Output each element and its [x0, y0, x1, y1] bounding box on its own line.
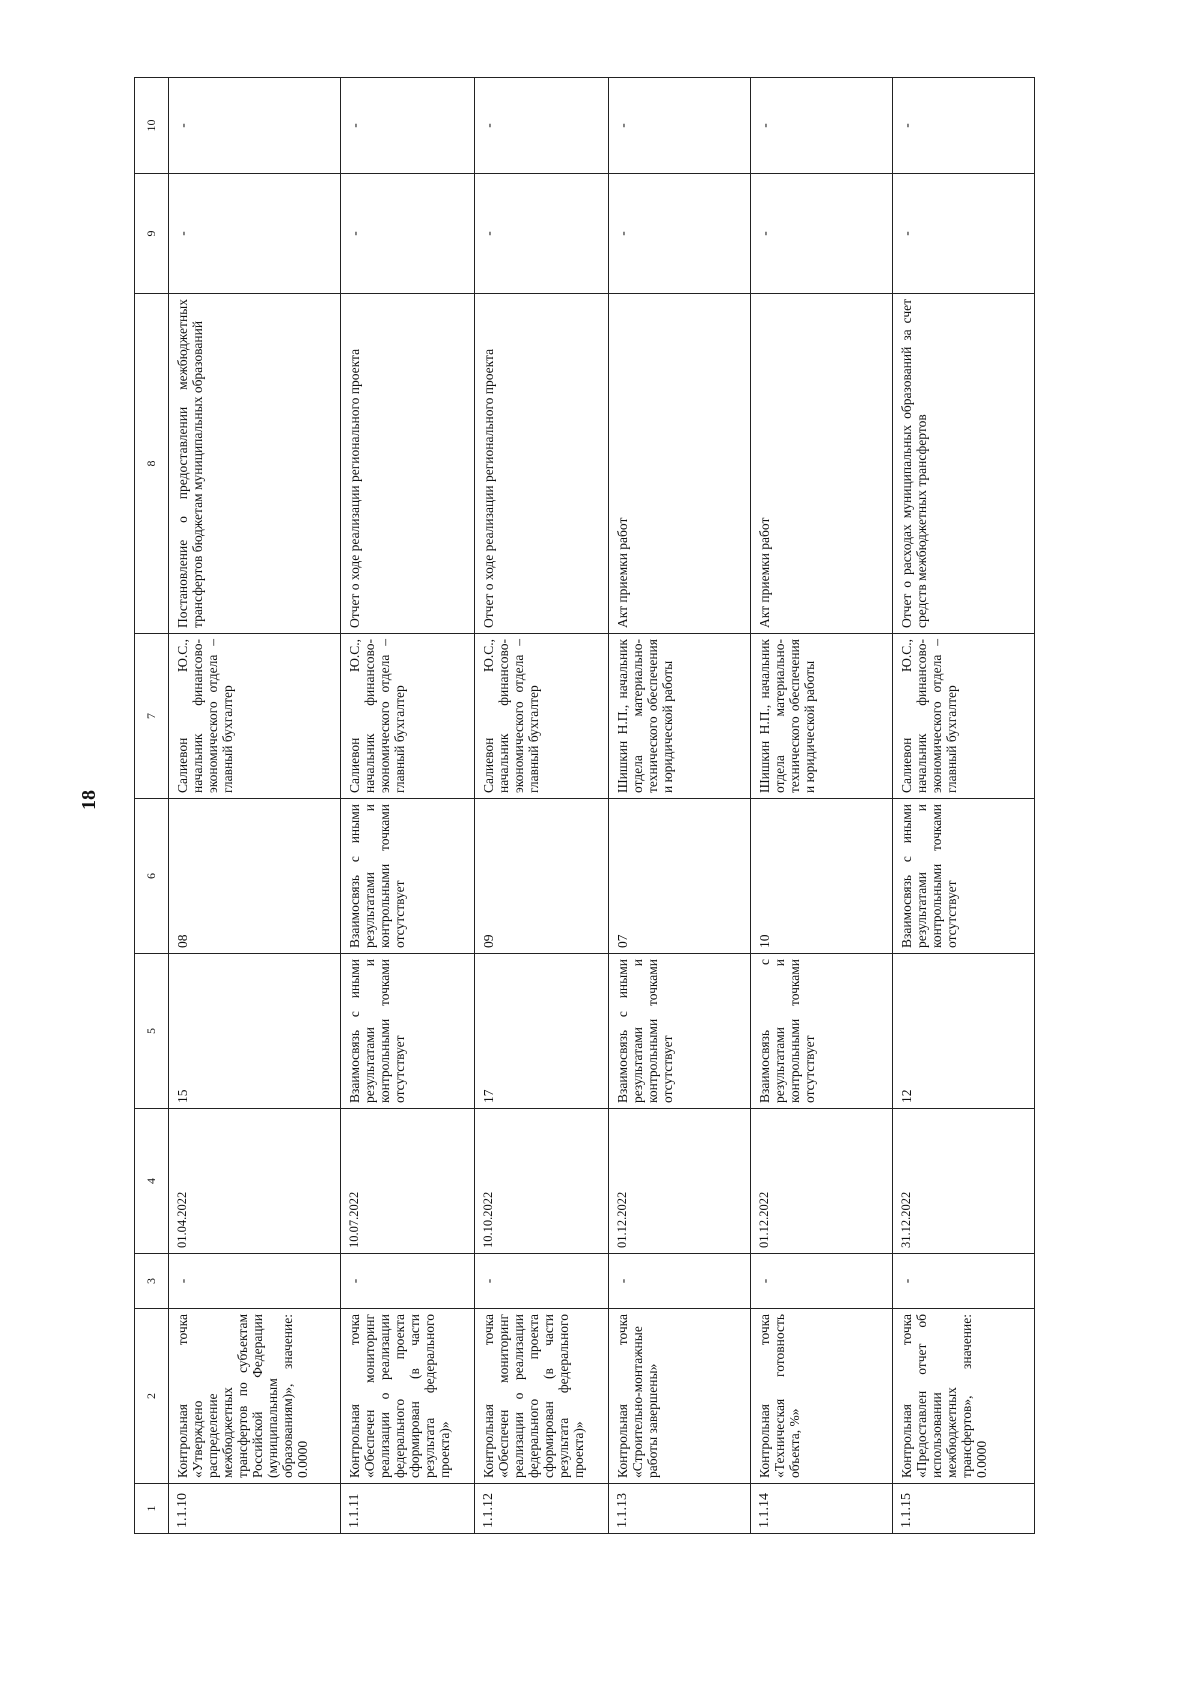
cell-col-10: -: [475, 78, 609, 174]
column-header: 5: [135, 954, 169, 1109]
cell-col-3: -: [751, 1254, 893, 1309]
table-row: [609, 78, 751, 1534]
column-header: 9: [135, 174, 169, 294]
control-points-table: [134, 77, 1035, 1534]
row-number: 1.1.10: [169, 1484, 341, 1534]
cell-col-3: -: [341, 1254, 475, 1309]
cell-col-3: -: [475, 1254, 609, 1309]
cell-col-10: -: [169, 78, 341, 174]
responsible-person: Салиевон Ю.С., начальник финансово-экономического отдела – главный бухгалтер: [893, 634, 1035, 799]
control-point-name: Контрольная точка «Утверждено распределение межбюджетных трансфертов по субъектам Российской Федерации (муниципальным образованиям)», значение: 0.0000: [169, 1309, 341, 1484]
deadline-date: 01.12.2022: [751, 1109, 893, 1254]
cell-col-6: 09: [475, 799, 609, 954]
confirming-document: Акт приемки работ: [751, 294, 893, 634]
rotated-table-container: [134, 78, 1034, 1534]
table-row: [893, 78, 1035, 1534]
confirming-document: Отчет о расходах муниципальных образований за счет средств межбюджетных трансфертов: [893, 294, 1035, 634]
cell-col-5: Взаимосвязь с иными результатами и контрольными точками отсутствует: [609, 954, 751, 1109]
column-header: 7: [135, 634, 169, 799]
cell-col-5: 17: [475, 954, 609, 1109]
deadline-date: 10.07.2022: [341, 1109, 475, 1254]
confirming-document: Отчет о ходе реализации регионального проекта: [475, 294, 609, 634]
cell-col-3: -: [169, 1254, 341, 1309]
cell-col-10: -: [609, 78, 751, 174]
control-point-name: Контрольная точка «Обеспечен мониторинг реализации о реализации федерального проекта сформирован (в части результата федерального проекта)»: [341, 1309, 475, 1484]
column-number-row: [135, 78, 169, 1534]
cell-col-3: -: [893, 1254, 1035, 1309]
cell-col-9: -: [475, 174, 609, 294]
cell-col-9: -: [893, 174, 1035, 294]
cell-col-5: 15: [169, 954, 341, 1109]
page-number: 18: [78, 790, 100, 810]
cell-col-6: 10: [751, 799, 893, 954]
cell-col-9: -: [341, 174, 475, 294]
row-number: 1.1.14: [751, 1484, 893, 1534]
row-number: 1.1.12: [475, 1484, 609, 1534]
cell-col-9: -: [751, 174, 893, 294]
responsible-person: Салиевон Ю.С., начальник финансово-экономического отдела – главный бухгалтер: [169, 634, 341, 799]
confirming-document: Акт приемки работ: [609, 294, 751, 634]
cell-col-6: Взаимосвязь с иными результатами и контрольными точками отсутствует: [893, 799, 1035, 954]
column-header: 10: [135, 78, 169, 174]
responsible-person: Шишкин Н.П., начальник отдела материально-технического обеспечения и юридической работы: [751, 634, 893, 799]
cell-col-3: -: [609, 1254, 751, 1309]
row-number: 1.1.15: [893, 1484, 1035, 1534]
row-number: 1.1.13: [609, 1484, 751, 1534]
cell-col-10: -: [341, 78, 475, 174]
responsible-person: Салиевон Ю.С., начальник финансово-экономического отдела – главный бухгалтер: [475, 634, 609, 799]
cell-col-10: -: [893, 78, 1035, 174]
column-header: 2: [135, 1309, 169, 1484]
control-point-name: Контрольная точка «Строительно-монтажные работы завершены»: [609, 1309, 751, 1484]
control-point-name: Контрольная точка «Техническая готовность объекта, %»: [751, 1309, 893, 1484]
deadline-date: 01.12.2022: [609, 1109, 751, 1254]
cell-col-6: 08: [169, 799, 341, 954]
table-row: [341, 78, 475, 1534]
deadline-date: 31.12.2022: [893, 1109, 1035, 1254]
column-header: 6: [135, 799, 169, 954]
column-header: 4: [135, 1109, 169, 1254]
cell-col-6: Взаимосвязь с иными результатами и контрольными точками отсутствует: [341, 799, 475, 954]
confirming-document: Постановление о предоставлении межбюджетных трансфертов бюджетам муниципальных образований: [169, 294, 341, 634]
cell-col-10: -: [751, 78, 893, 174]
column-header: 3: [135, 1254, 169, 1309]
column-header: 1: [135, 1484, 169, 1534]
cell-col-6: 07: [609, 799, 751, 954]
responsible-person: Шишкин Н.П., начальник отдела материально-технического обеспечения и юридической работы: [609, 634, 751, 799]
cell-col-5: 12: [893, 954, 1035, 1109]
responsible-person: Салиевон Ю.С., начальник финансово-экономического отдела – главный бухгалтер: [341, 634, 475, 799]
cell-col-5: Взаимосвязь с иными результатами и контрольными точками отсутствует: [341, 954, 475, 1109]
confirming-document: Отчет о ходе реализации регионального проекта: [341, 294, 475, 634]
control-point-name: Контрольная точка «Обеспечен мониторинг реализации о реализации федерального проекта сформирован (в части результата федерального проекта)»: [475, 1309, 609, 1484]
table-row: [169, 78, 341, 1534]
cell-col-9: -: [169, 174, 341, 294]
deadline-date: 01.04.2022: [169, 1109, 341, 1254]
column-header: 8: [135, 294, 169, 634]
cell-col-5: Взаимосвязь с результатами и контрольными точками отсутствует: [751, 954, 893, 1109]
control-point-name: Контрольная точка «Предоставлен отчет об использовании межбюджетных трансфертов», значение: 0.0000: [893, 1309, 1035, 1484]
table-row: [475, 78, 609, 1534]
deadline-date: 10.10.2022: [475, 1109, 609, 1254]
row-number: 1.1.11: [341, 1484, 475, 1534]
table-row: [751, 78, 893, 1534]
cell-col-9: -: [609, 174, 751, 294]
